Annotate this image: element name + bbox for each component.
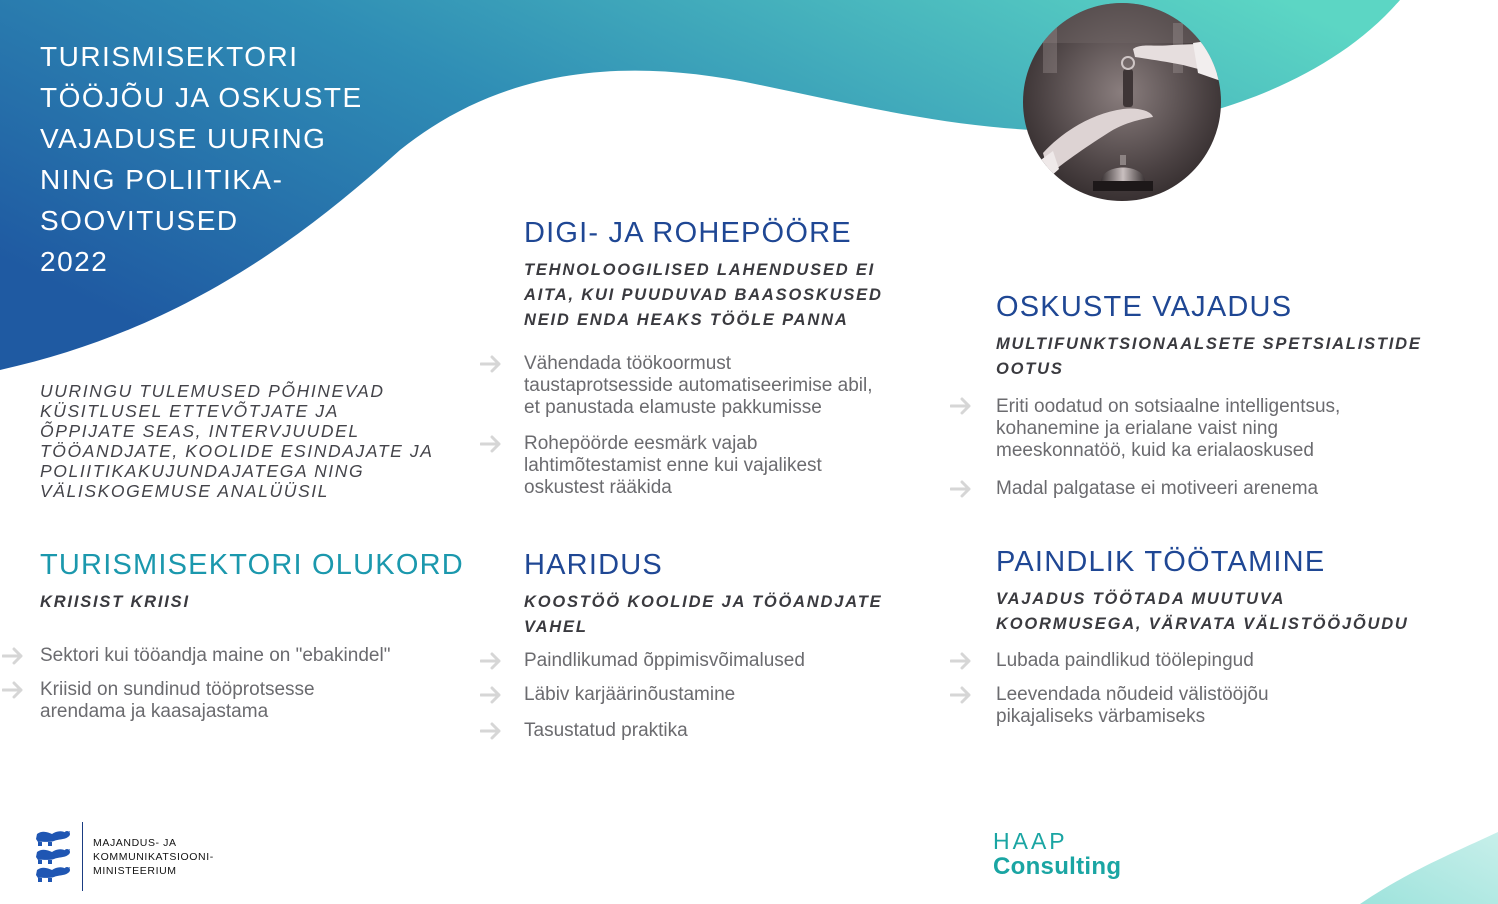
bullet-list — [40, 645, 480, 723]
list-item-line: Rohepöörde eesmärk vajab — [524, 433, 758, 454]
title-line: 2022 — [40, 246, 109, 277]
list-item-line: oskustest rääkida — [524, 477, 672, 498]
logo-divider — [82, 822, 83, 891]
list-item-line: Sektori kui tööandja maine on "ebakindel" — [40, 645, 391, 666]
section-paindlik-tootamine — [996, 546, 1476, 728]
section-title: HARIDUS — [524, 549, 663, 581]
subtitle-line: NEID ENDA HEAKS TÖÖLE PANNA — [524, 311, 849, 329]
arrow-right-icon — [480, 354, 502, 374]
hotel-key-handover-photo — [1023, 3, 1221, 201]
list-item-line: lahtimõtestamist enne kui vajalikest — [524, 455, 822, 476]
intro-line: TÖÖANDJATE, KOOLIDE ESINDAJATE JA — [40, 441, 434, 461]
list-item-line: Vähendada töökoormust — [524, 353, 732, 374]
arrow-right-icon — [480, 434, 502, 454]
list-item-line: Kriisid on sundinud tööprotsesse — [40, 679, 315, 700]
bullet-list — [524, 353, 944, 499]
section-subtitle — [996, 332, 1476, 382]
list-item — [524, 353, 944, 419]
haap-wordmark: HAAP — [993, 828, 1068, 854]
intro-line: VÄLISKOGEMUSE ANALÜÜSIL — [40, 481, 330, 501]
list-item-line: Eriti oodatud on sotsiaalne intelligentsus, — [996, 396, 1341, 417]
section-subtitle — [524, 590, 944, 640]
list-item — [40, 645, 480, 667]
subtitle-line: VAHEL — [524, 618, 588, 636]
list-item — [524, 720, 944, 742]
list-item-line: Läbiv karjäärinõustamine — [524, 684, 736, 705]
ministry-name — [93, 836, 214, 878]
list-item — [524, 433, 944, 499]
section-oskuste-vajadus — [996, 291, 1476, 500]
arrow-right-icon — [480, 685, 502, 705]
list-item-line: Paindlikumad õppimisvõimalused — [524, 650, 805, 671]
intro-line: ÕPPIJATE SEAS, INTERVJUUDEL — [40, 421, 360, 441]
list-item-line: Tasustatud praktika — [524, 720, 688, 741]
section-subtitle — [996, 587, 1476, 637]
list-item-line: taustaprotsesside automatiseerimise abil, — [524, 375, 873, 396]
title-line: TURISMISEKTORI — [40, 41, 299, 72]
subtitle-line: OOTUS — [996, 360, 1064, 378]
intro-line: KÜSITLUSEL ETTEVÕTJATE JA — [40, 401, 339, 421]
bullet-list — [996, 396, 1476, 500]
subtitle-line: KRIISIST KRIISI — [40, 593, 190, 611]
ministry-line: KOMMUNIKATSIOONI- — [93, 851, 214, 863]
list-item-line: kohanemine ja erialane vaist ning — [996, 418, 1279, 439]
section-title: DIGI- JA ROHEPÖÖRE — [524, 217, 852, 249]
arrow-right-icon — [480, 721, 502, 741]
section-digi-rohepoore — [524, 217, 944, 499]
arrow-right-icon — [2, 646, 24, 666]
section-haridus — [524, 549, 944, 742]
list-item-line: pikajaliseks värbamiseks — [996, 706, 1206, 727]
subtitle-line: TEHNOLOOGILISED LAHENDUSED EI — [524, 261, 876, 279]
section-subtitle — [524, 258, 944, 333]
arrow-right-icon — [950, 651, 972, 671]
arrow-right-icon — [950, 396, 972, 416]
list-item-line: Madal palgatase ei motiveeri arenema — [996, 478, 1319, 499]
title-line: VAJADUSE UURING — [40, 123, 327, 154]
arrow-right-icon — [950, 685, 972, 705]
list-item — [996, 650, 1476, 672]
list-item — [524, 684, 944, 706]
bullet-list — [524, 650, 944, 742]
section-title: PAINDLIK TÖÖTAMINE — [996, 546, 1326, 578]
title-line: TÖÖJÕU JA OSKUSTE — [40, 82, 363, 113]
arrow-right-icon — [950, 479, 972, 499]
ministry-line: MINISTEERIUM — [93, 865, 177, 877]
section-subtitle — [40, 590, 480, 615]
section-title: OSKUSTE VAJADUS — [996, 291, 1293, 323]
list-item-line: Leevendada nõudeid välistööjõu — [996, 684, 1269, 705]
subtitle-line: KOORMUSEGA, VÄRVATA VÄLISTÖÖJÕUDU — [996, 615, 1409, 633]
section-title: TURISMISEKTORI OLUKORD — [40, 549, 464, 581]
intro-line: POLIITIKAKUJUNDAJATEGA NING — [40, 461, 365, 481]
list-item-line: meeskonnatöö, kuid ka erialaoskused — [996, 440, 1314, 461]
arrow-right-icon — [2, 680, 24, 700]
list-item-line: et panustada elamuste pakkumisse — [524, 397, 822, 418]
subtitle-line: MULTIFUNKTSIONAALSETE SPETSIALISTIDE — [996, 335, 1422, 353]
list-item-line: Lubada paindlikud töölepingud — [996, 650, 1254, 671]
report-title — [40, 36, 440, 282]
intro-line: UURINGU TULEMUSED PÕHINEVAD — [40, 381, 385, 401]
subtitle-line: VAJADUS TÖÖTADA MUUTUVA — [996, 590, 1286, 608]
arrow-right-icon — [480, 651, 502, 671]
subtitle-line: KOOSTÖÖ KOOLIDE JA TÖÖANDJATE — [524, 593, 883, 611]
list-item — [40, 679, 480, 723]
consulting-wordmark: Consulting — [993, 853, 1122, 880]
title-line: NING POLIITIKA- — [40, 164, 284, 195]
ministry-logo — [34, 822, 234, 894]
ministry-line: MAJANDUS- JA — [93, 837, 177, 849]
haap-consulting-logo — [993, 828, 1121, 880]
title-line: SOOVITUSED — [40, 205, 239, 236]
intro-text — [40, 381, 440, 501]
list-item — [996, 684, 1476, 728]
list-item-line: arendama ja kaasajastama — [40, 701, 269, 722]
three-lions-coat-of-arms-icon — [34, 828, 74, 884]
list-item — [524, 650, 944, 672]
section-turismisektori-olukord — [40, 549, 480, 723]
subtitle-line: AITA, KUI PUUDUVAD BAASOSKUSED — [524, 286, 883, 304]
bullet-list — [996, 650, 1476, 728]
list-item — [996, 478, 1476, 500]
list-item — [996, 396, 1476, 462]
